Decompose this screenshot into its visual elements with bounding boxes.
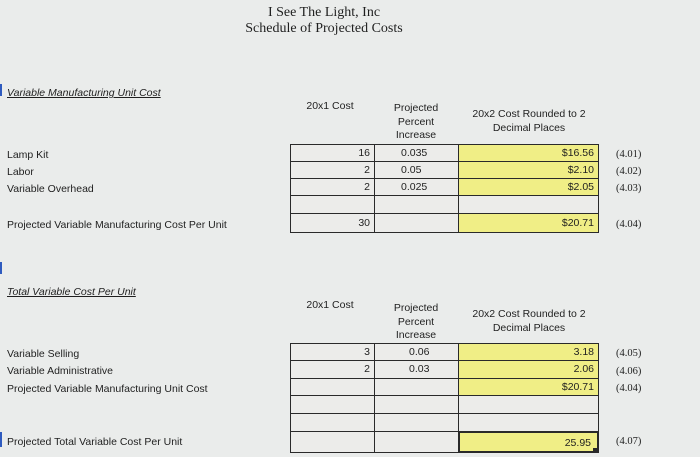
ref-variable-overhead: (4.03) [616, 183, 642, 194]
cell-rounded-variable-overhead[interactable]: $2.05 [458, 178, 599, 196]
ref-variable-selling: (4.05) [616, 348, 642, 359]
cell-pct-projected-var-mfg-unit[interactable] [374, 378, 459, 396]
cell-cost-projected-var-mfg-unit[interactable] [290, 378, 375, 396]
col-header-20x2-rounded: 20x2 Cost Rounded to 2 Decimal Places [472, 308, 586, 334]
cell-empty[interactable] [290, 413, 375, 432]
cell-pct-labor[interactable]: 0.05 [374, 161, 459, 179]
cell-pct-total-mfg[interactable] [374, 213, 459, 233]
row-label-projected-total-var-cost: Projected Total Variable Cost Per Unit [7, 436, 183, 448]
cell-empty[interactable] [458, 413, 599, 432]
cell-cost-variable-overhead[interactable]: 2 [290, 178, 375, 196]
row-label-lamp-kit: Lamp Kit [7, 149, 49, 161]
cell-rounded-lamp-kit[interactable]: $16.56 [458, 144, 599, 162]
cell-rounded-labor[interactable]: $2.10 [458, 161, 599, 179]
section2-title: Total Variable Cost Per Unit [7, 286, 136, 298]
cell-rounded-projected-var-mfg-unit[interactable]: $20.71 [458, 378, 599, 396]
row-marker [0, 432, 2, 447]
row-label-variable-selling: Variable Selling [7, 348, 80, 360]
cell-pct-lamp-kit[interactable]: 0.035 [374, 144, 459, 162]
cell-empty[interactable] [290, 395, 375, 414]
cell-rounded-total-mfg[interactable]: $20.71 [458, 213, 599, 233]
cell-empty[interactable] [290, 195, 375, 214]
row-label-projected-var-mfg-unit-cost: Projected Variable Manufacturing Unit Cost [7, 383, 208, 395]
ref-total-mfg: (4.04) [616, 219, 642, 230]
ref-lamp-kit: (4.01) [616, 149, 642, 160]
ref-variable-administrative: (4.06) [616, 366, 642, 377]
col-header-projected-percent: Projected Percent Increase [393, 102, 439, 141]
row-label-variable-administrative: Variable Administrative [7, 365, 114, 377]
schedule-subtitle: Schedule of Projected Costs [245, 21, 403, 36]
cell-rounded-variable-administrative[interactable]: 2.06 [458, 360, 599, 379]
row-label-projected-var-mfg-cost: Projected Variable Manufacturing Cost Per Unit [7, 219, 227, 231]
row-marker [0, 262, 2, 274]
fill-handle[interactable] [593, 448, 598, 453]
cell-pct-total-var[interactable] [374, 431, 459, 453]
row-label-labor: Labor [7, 166, 34, 178]
col-header-20x1-cost: 20x1 Cost [306, 100, 354, 112]
cell-empty[interactable] [374, 195, 459, 214]
cell-rounded-total-var[interactable]: 25.95 [458, 431, 599, 453]
cell-pct-variable-overhead[interactable]: 0.025 [374, 178, 459, 196]
cell-pct-variable-administrative[interactable]: 0.03 [374, 360, 459, 379]
row-label-variable-overhead: Variable Overhead [7, 183, 94, 195]
cell-cost-total-mfg[interactable]: 30 [290, 213, 375, 233]
cell-empty[interactable] [374, 395, 459, 414]
col-header-projected-percent: Projected Percent Increase [393, 302, 439, 341]
row-marker [0, 84, 2, 96]
cell-rounded-variable-selling[interactable]: 3.18 [458, 343, 599, 361]
company-title: I See The Light, Inc [267, 5, 381, 20]
col-header-20x2-rounded: 20x2 Cost Rounded to 2 Decimal Places [472, 108, 586, 134]
cell-pct-variable-selling[interactable]: 0.06 [374, 343, 459, 361]
cell-empty[interactable] [458, 195, 599, 214]
cell-cost-labor[interactable]: 2 [290, 161, 375, 179]
ref-projected-var-mfg-unit: (4.04) [616, 383, 642, 394]
cell-cost-total-var[interactable] [290, 431, 375, 453]
cell-empty[interactable] [458, 395, 599, 414]
cell-empty[interactable] [374, 413, 459, 432]
cell-cost-lamp-kit[interactable]: 16 [290, 144, 375, 162]
ref-total-var: (4.07) [616, 436, 642, 447]
ref-labor: (4.02) [616, 166, 642, 177]
section1-title: Variable Manufacturing Unit Cost [7, 87, 161, 99]
cell-cost-variable-administrative[interactable]: 2 [290, 360, 375, 379]
cell-cost-variable-selling[interactable]: 3 [290, 343, 375, 361]
col-header-20x1-cost: 20x1 Cost [306, 299, 354, 311]
